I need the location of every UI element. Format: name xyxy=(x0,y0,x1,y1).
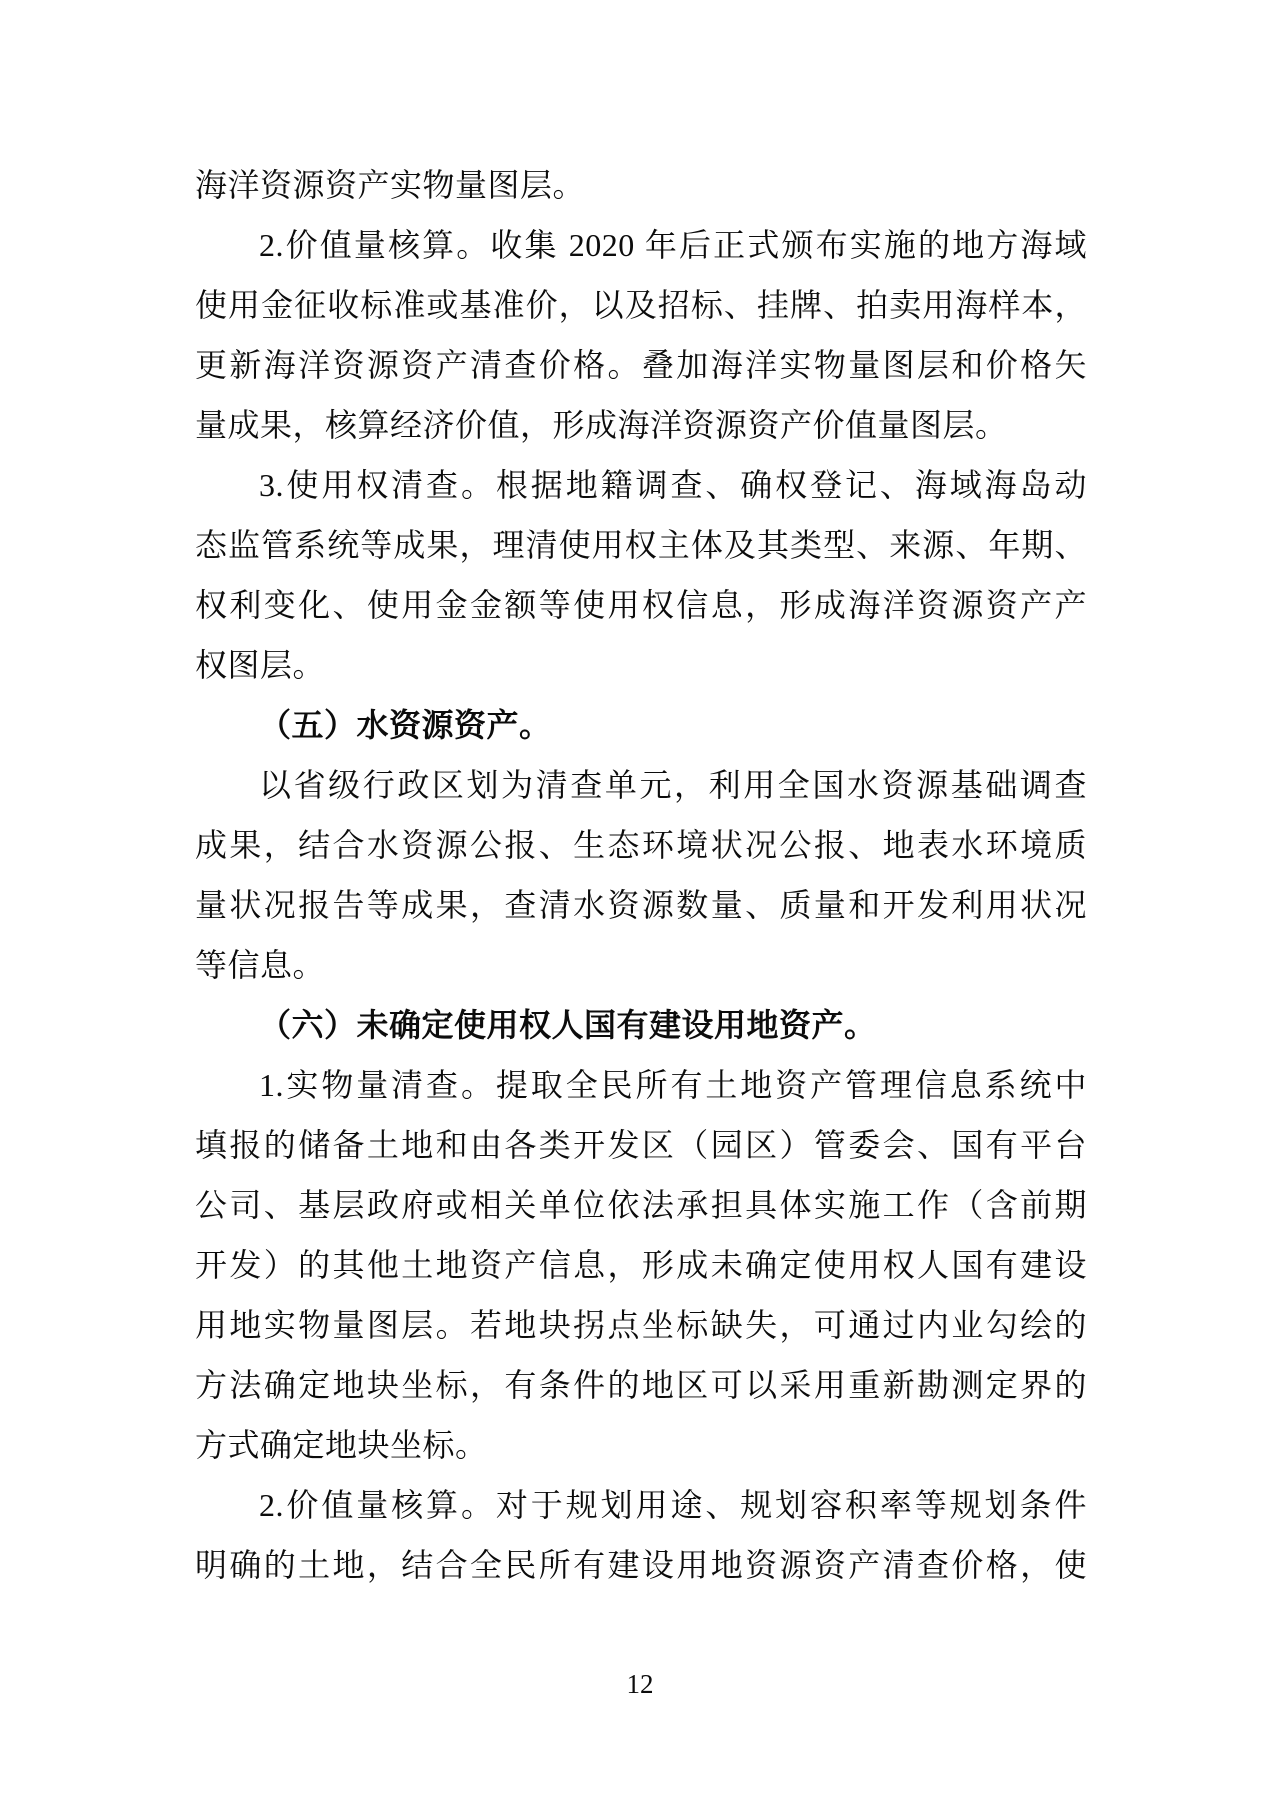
text-line: 权图层。 xyxy=(195,647,326,683)
text-line: 权利变化、使用金金额等使用权信息，形成海洋资源资产产 xyxy=(195,587,1087,623)
page-number: 12 xyxy=(626,1669,654,1699)
text-line: 态监管系统等成果，理清使用权主体及其类型、来源、年期、 xyxy=(195,527,1087,563)
text-line: 成果，结合水资源公报、生态环境状况公报、地表水环境质 xyxy=(195,827,1087,863)
text-line: 等信息。 xyxy=(195,947,326,983)
text-line: 填报的储备土地和由各类开发区（园区）管委会、国有平台 xyxy=(195,1127,1087,1163)
text-line: （五）水资源资产。 xyxy=(259,707,552,743)
text-line: 明确的土地，结合全民所有建设用地资源资产清查价格，使 xyxy=(195,1547,1087,1583)
document-body xyxy=(195,155,1087,1595)
text-line: 更新海洋资源资产清查价格。叠加海洋实物量图层和价格矢 xyxy=(195,347,1087,383)
text-line: 量成果，核算经济价值，形成海洋资源资产价值量图层。 xyxy=(195,407,1008,443)
text-line: 方法确定地块坐标，有条件的地区可以采用重新勘测定界的 xyxy=(195,1367,1087,1403)
text-line: 1.实物量清查。提取全民所有土地资产管理信息系统中 xyxy=(259,1067,1087,1103)
text-line: （六）未确定使用权人国有建设用地资产。 xyxy=(259,1007,877,1043)
text-line: 开发）的其他土地资产信息，形成未确定使用权人国有建设 xyxy=(195,1247,1087,1283)
text-line: 以省级行政区划为清查单元，利用全国水资源基础调查 xyxy=(259,767,1087,803)
text-line: 2.价值量核算。收集 2020 年后正式颁布实施的地方海域 xyxy=(259,227,1087,263)
text-line: 使用金征收标准或基准价，以及招标、挂牌、拍卖用海样本， xyxy=(195,287,1087,323)
text-line: 量状况报告等成果，查清水资源数量、质量和开发利用状况 xyxy=(195,887,1087,923)
text-line: 用地实物量图层。若地块拐点坐标缺失，可通过内业勾绘的 xyxy=(195,1307,1087,1343)
text-line: 2.价值量核算。对于规划用途、规划容积率等规划条件 xyxy=(259,1487,1087,1523)
text-line: 方式确定地块坐标。 xyxy=(195,1427,488,1463)
text-line: 3.使用权清查。根据地籍调查、确权登记、海域海岛动 xyxy=(259,467,1087,503)
text-line: 海洋资源资产实物量图层。 xyxy=(195,167,586,203)
text-line: 公司、基层政府或相关单位依法承担具体实施工作（含前期 xyxy=(195,1187,1087,1223)
